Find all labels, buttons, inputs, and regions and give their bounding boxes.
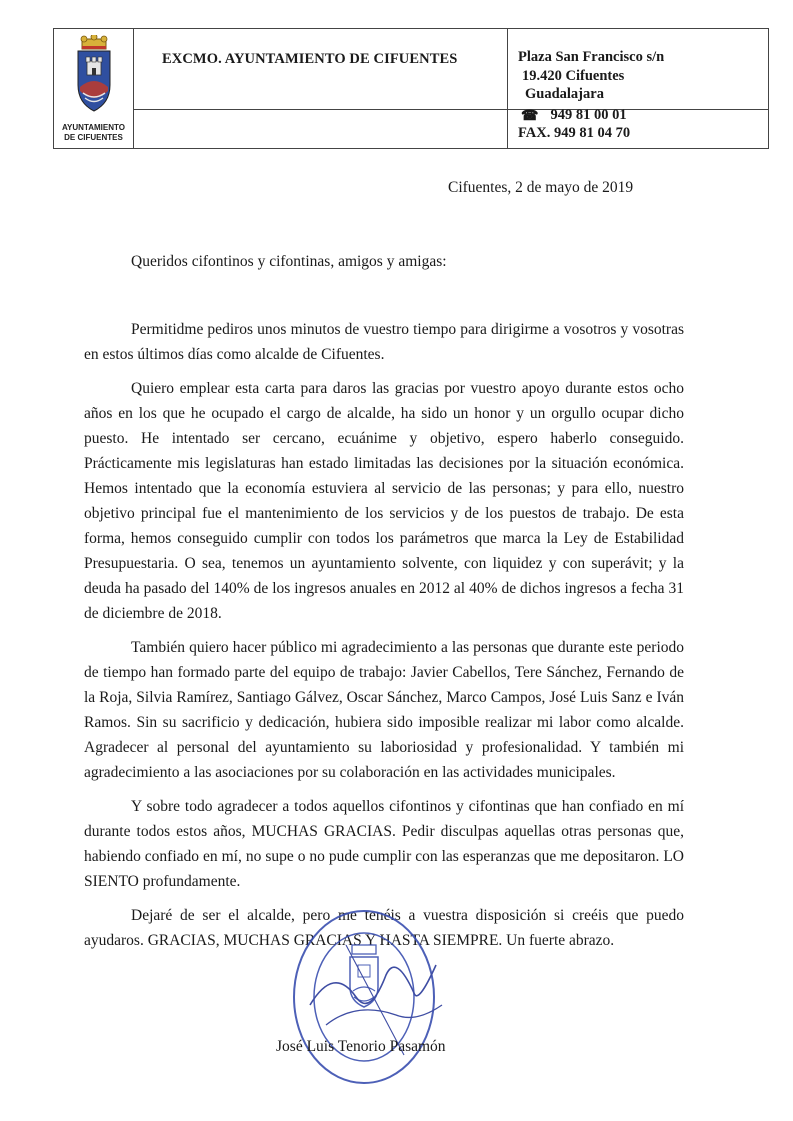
crest-label-line1: AYUNTAMIENTO [62, 123, 125, 132]
letter-date: Cifuentes, 2 de mayo de 2019 [448, 179, 634, 196]
address-postcode: 19.420 Cifuentes [522, 68, 625, 84]
crest-label-line2: DE CIFUENTES [64, 133, 123, 142]
letterhead [53, 28, 769, 149]
paragraph-4: Y sobre todo agradecer a todos aquellos cifontinos y cifontinas que han confiado en mí durante todos estos años, MUCHAS GRACIAS. Pedir disculpas aquellas otras personas que, habiendo confiado en mí, no supe o no pude cumplir con las esperanzas que me depositaron. LO SIENTO profundamente. [84, 798, 684, 890]
paragraph-2: Quiero emplear esta carta para daros las gracias por vuestro apoyo durante estos ocho años en los que he ocupado el cargo de alcalde, ha sido un honor y un orgullo ocupar dicho puesto. He intentado ser cercano, ecuánime y objetivo, espero haberlo conseguido. Prácticamente mis legislaturas han estado limitadas las decisiones por la situación económica. Hemos intentado que la economía estuviera al servicio de las personas; y para ello, nuestro objetivo principal fue el mantenimiento de los servicios y de los puestos de trabajo. De esta forma, hemos conseguido cumplir con todos los parámetros que marca la Ley de Estabilidad Presupuestaria. O sea, tenemos un ayuntamiento solvente, con liquidez y con superávit; y la deuda ha pasado del 140% de los ingresos anuales en 2012 al 40% de dichos ingresos a fecha 31 de diciembre de 2018. [84, 380, 684, 622]
paragraph-1: Permitidme pediros unos minutos de vuestro tiempo para dirigirme a vosotros y vosotras en estos últimos días como alcalde de Cifuentes. [84, 321, 684, 363]
paragraph-3: También quiero hacer público mi agradecimiento a las personas que durante este periodo de tiempo han formado parte del equipo de trabajo: Javier Cabellos, Tere Sánchez, Fernando de la Roja, Silvia Ramírez, Santiago Gálvez, Oscar Sánchez, Marco Campos, José Luis Sanz e Iván Ramos. Sin su sacrificio y dedicación, hubiera sido imposible realizar mi labor como alcalde. Agradecer al personal del ayuntamiento su laboriosidad y profesionalidad. Y también mi agradecimiento a las asociaciones por su colaboración en las actividades municipales. [84, 639, 684, 781]
letter-greeting: Queridos cifontinos y cifontinas, amigos y amigas: [131, 253, 447, 270]
phone-number: 949 81 00 01 [550, 107, 627, 123]
crest-cell [54, 29, 134, 148]
crest-label [54, 123, 133, 143]
letterhead-title: EXCMO. AYUNTAMIENTO DE CIFUENTES [162, 51, 458, 67]
phone-line [521, 107, 627, 125]
address-street: Plaza San Francisco s/n [518, 49, 665, 65]
address-province: Guadalajara [525, 86, 604, 102]
telephone-icon: ☎ [521, 109, 539, 124]
letter-body [84, 317, 684, 962]
paragraph-5: Dejaré de ser el alcalde, pero me tenéis a vuestra disposición si creéis que puedo ayudaros. GRACIAS, MUCHAS GRACIAS Y HASTA SIEMPRE. Un fuerte abrazo. [84, 907, 684, 949]
fax-number: FAX. 949 81 04 70 [518, 125, 631, 141]
signatory-name: José Luis Tenorio Pasamón [276, 1038, 446, 1055]
address-block [507, 29, 768, 148]
official-stamp [286, 905, 446, 1087]
municipal-crest-icon [74, 35, 114, 121]
